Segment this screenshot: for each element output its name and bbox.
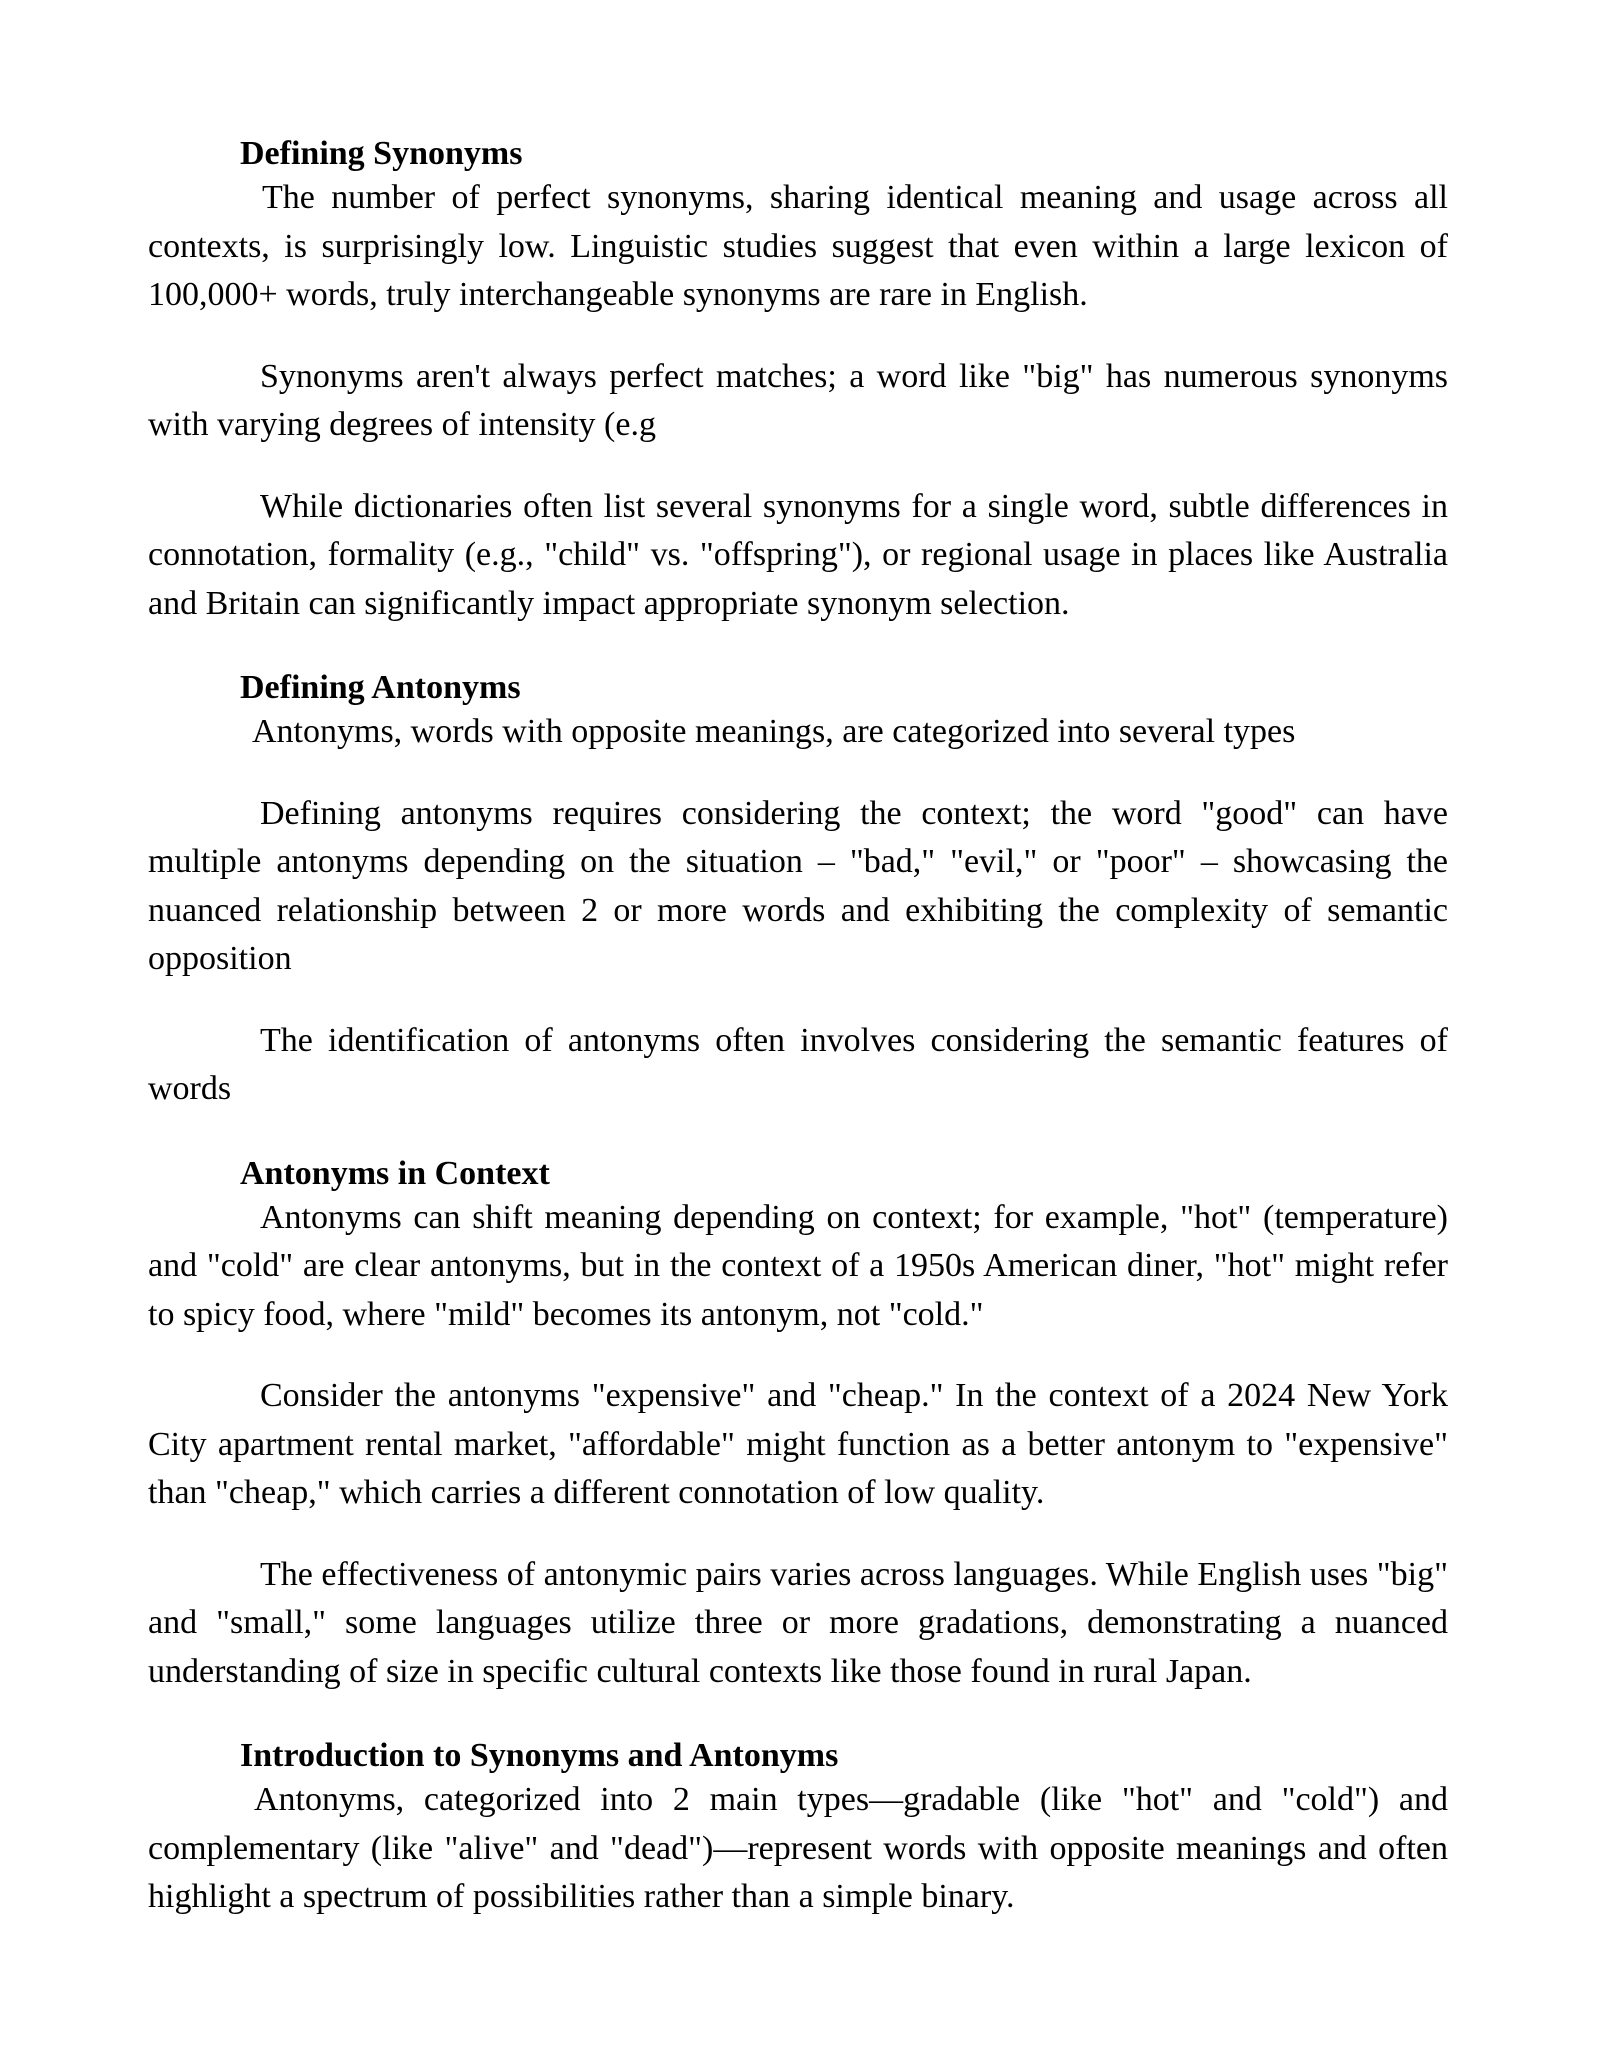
paragraph: Defining antonyms requires considering the context; the word "good" can have multiple antonyms depending on the situation – "bad," "evil," or "poor" – showcasing the nuanced relationship between 2 or more words and exhibiting the complexity of semantic opposition	[148, 794, 1448, 977]
paragraph: Consider the antonyms "expensive" and "cheap." In the context of a 2024 New York City apartment rental market, "affordable" might function as a better antonym to "expensive" than "cheap," which carries a different connotation of low quality.	[148, 1377, 1448, 1511]
paragraph: Antonyms, words with opposite meanings, are categorized into several types	[252, 713, 1296, 750]
paragraph: Synonyms aren't always perfect matches; a word like "big" has numerous synonyms with varying degrees of intensity (e.g	[148, 357, 1448, 443]
section-heading: Defining Antonyms	[240, 669, 521, 706]
section-heading: Introduction to Synonyms and Antonyms	[240, 1737, 839, 1774]
paragraph: The effectiveness of antonymic pairs varies across languages. While English uses "big" and "small," some languages utilize three or more gradations, demonstrating a nuanced understanding of size in specific cultural contexts like those found in rural Japan.	[148, 1555, 1448, 1690]
paragraph: The identification of antonyms often involves considering the semantic features of words	[148, 1021, 1448, 1107]
paragraph: While dictionaries often list several synonyms for a single word, subtle differences in connotation, formality (e.g., "child" vs. "offspring"), or regional usage in places like Australia and Britain can significantly impact appropriate synonym selection.	[148, 487, 1448, 622]
paragraph: The number of perfect synonyms, sharing identical meaning and usage across all contexts, is surprisingly low. Linguistic studies suggest that even within a large lexicon of 100,000+ words, truly interchangeable synonyms are rare in English.	[148, 179, 1448, 313]
document-body	[148, 134, 1448, 1922]
paragraph: Antonyms, categorized into 2 main types—gradable (like "hot" and "cold") and complementary (like "alive" and "dead")—represent words with opposite meanings and often highlight a spectrum of possibilities rather than a simple binary.	[148, 1781, 1448, 1915]
section-heading: Antonyms in Context	[240, 1154, 550, 1192]
section-introduction	[148, 1736, 1448, 1922]
section-defining-synonyms	[148, 134, 1448, 628]
section-defining-antonyms	[148, 668, 1448, 1114]
section-heading: Defining Synonyms	[240, 135, 523, 172]
section-antonyms-in-context	[148, 1154, 1448, 1697]
paragraph: Antonyms can shift meaning depending on context; for example, "hot" (temperature) and "cold" are clear antonyms, but in the context of a 1950s American diner, "hot" might refer to spicy food, where "mild" becomes its antonym, not "cold."	[148, 1198, 1448, 1333]
